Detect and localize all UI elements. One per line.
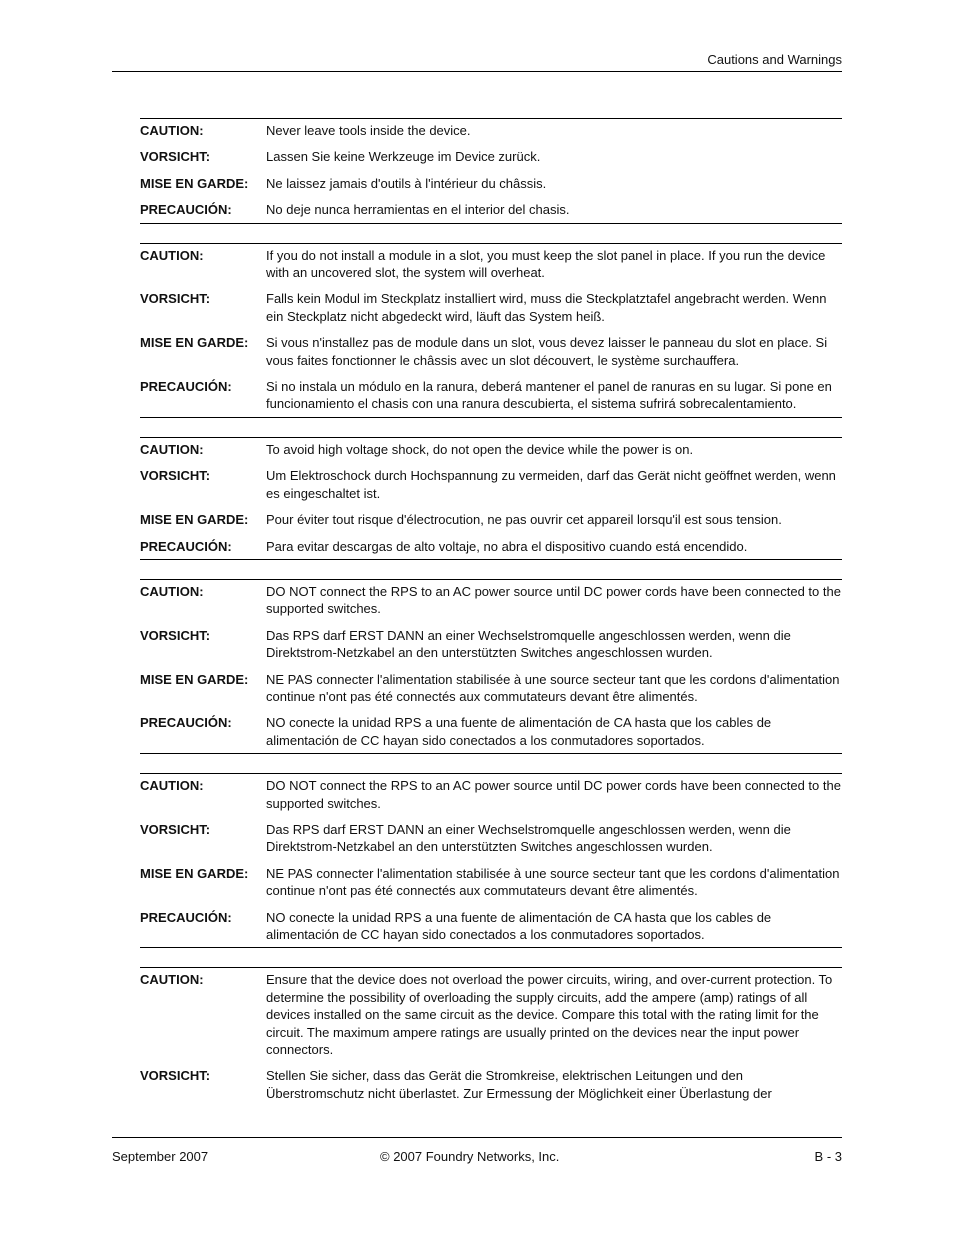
- caution-label: CAUTION:: [140, 247, 204, 263]
- caution-block: [140, 967, 842, 1106]
- footer-page-number: B - 3: [814, 1149, 842, 1164]
- caution-block: [140, 579, 842, 754]
- caution-label: MISE EN GARDE:: [140, 671, 249, 687]
- caution-block: [140, 773, 842, 948]
- caution-label: VORSICHT:: [140, 149, 211, 165]
- caution-text: NO conecte la unidad RPS a una fuente de alimentación de CA hasta que los cables de alimentación de CC hayan sido conectados a los conmutadores soportados.: [266, 715, 772, 748]
- caution-row: [140, 290, 842, 325]
- caution-text: Falls kein Modul im Steckplatz installiert wird, muss die Steckplatztafel angebracht werden. Wenn ein Steckplatz nicht abgedeckt wird, läuft das System heiß.: [266, 291, 827, 324]
- caution-label: VORSICHT:: [140, 468, 211, 484]
- caution-row: [140, 247, 842, 282]
- caution-text: Stellen Sie sicher, dass das Gerät die Stromkreise, elektrischen Leitungen und den Überstromschutz nicht überlastet. Zur Ermessung der Möglichkeit einer Überlastung der: [266, 1068, 772, 1101]
- caution-text: Si no instala un módulo en la ranura, deberá mantener el panel de ranuras en su lugar. Si pone en funcionamiento el chasis con una ranura descubierta, el sistema sufrirá sobrecalentamiento.: [266, 379, 832, 412]
- caution-text: DO NOT connect the RPS to an AC power source until DC power cords have been connected to the supported switches.: [266, 583, 841, 617]
- caution-label: CAUTION:: [140, 123, 204, 138]
- caution-text: DO NOT connect the RPS to an AC power source until DC power cords have been connected to the supported switches.: [266, 778, 841, 811]
- caution-label: CAUTION:: [140, 583, 204, 599]
- footer-date: September 2007: [112, 1149, 209, 1164]
- caution-text: Never leave tools inside the device.: [266, 123, 471, 138]
- caution-row: [140, 714, 842, 749]
- caution-row: [140, 821, 842, 856]
- caution-row: [140, 583, 842, 618]
- page-footer: [112, 1137, 842, 1164]
- caution-block: [140, 243, 842, 418]
- caution-text: NO conecte la unidad RPS a una fuente de alimentación de CA hasta que los cables de alimentación de CC hayan sido conectados a los conmutadores soportados.: [266, 909, 772, 942]
- caution-label: VORSICHT:: [140, 291, 211, 307]
- caution-row: [140, 627, 842, 662]
- caution-label: CAUTION:: [140, 441, 204, 457]
- cautions-content: [140, 118, 842, 1125]
- caution-label: VORSICHT:: [140, 627, 211, 643]
- caution-text: Para evitar descargas de alto voltaje, no abra el dispositivo cuando está encendido.: [266, 538, 748, 554]
- caution-label: VORSICHT:: [140, 821, 211, 837]
- caution-label: MISE EN GARDE:: [140, 175, 249, 191]
- caution-text: If you do not install a module in a slot, you must keep the slot panel in place. If you run the device with an uncovered slot, the system will overheat.: [266, 247, 826, 281]
- caution-label: MISE EN GARDE:: [140, 335, 249, 351]
- caution-row: [140, 971, 842, 1058]
- footer-copyright: © 2007 Foundry Networks, Inc.: [380, 1149, 560, 1164]
- caution-text: Ne laissez jamais d'outils à l'intérieur du châssis.: [266, 175, 547, 191]
- caution-label: PRECAUCIÓN:: [140, 379, 232, 395]
- caution-label: PRECAUCIÓN:: [140, 715, 232, 731]
- caution-block: [140, 118, 842, 224]
- caution-text: Lassen Sie keine Werkzeuge im Device zurück.: [266, 149, 541, 165]
- caution-row: [140, 122, 842, 139]
- caution-text: Si vous n'installez pas de module dans un slot, vous devez laisser le panneau du slot en place. Si vous faites fonctionner le châssis avec un slot découvert, le système surchauffera.: [266, 335, 828, 368]
- caution-row: [140, 909, 842, 944]
- caution-label: PRECAUCIÓN:: [140, 202, 232, 218]
- caution-row: [140, 1067, 842, 1102]
- caution-text: No deje nunca herramientas en el interior del chasis.: [266, 202, 570, 218]
- caution-text: Das RPS darf ERST DANN an einer Wechselstromquelle angeschlossen werden, wenn die Direktstrom-Netzkabel an den unterstützten Switches angeschlossen wurden.: [266, 627, 791, 661]
- caution-text: Pour éviter tout risque d'électrocution, ne pas ouvrir cet appareil lorsqu'il est sous tension.: [266, 512, 782, 528]
- caution-row: [140, 378, 842, 413]
- caution-row: [140, 467, 842, 502]
- caution-label: MISE EN GARDE:: [140, 512, 249, 528]
- page-header: [112, 50, 842, 72]
- caution-row: [140, 201, 842, 218]
- caution-text: To avoid high voltage shock, do not open the device while the power is on.: [266, 441, 694, 457]
- caution-row: [140, 441, 842, 458]
- caution-row: [140, 175, 842, 192]
- caution-row: [140, 865, 842, 900]
- caution-row: [140, 511, 842, 528]
- caution-text: NE PAS connecter l'alimentation stabilisée à une source secteur tant que les cordons d'alimentation continue n'ont pas été connectés aux commutateurs devant être alimentés.: [266, 865, 840, 899]
- caution-label: CAUTION:: [140, 972, 204, 988]
- caution-row: [140, 671, 842, 706]
- caution-label: VORSICHT:: [140, 1068, 211, 1084]
- caution-text: Ensure that the device does not overload the power circuits, wiring, and over-current protection. To determine the possibility of overloading the supply circuits, add the ampere (amp) ratings of all devices installed on the same circuit as the device. Compare this total with the rating limit for the circuit. The maximum ampere ratings are usually printed on the devices near the input power connectors.: [266, 972, 833, 1058]
- caution-label: PRECAUCIÓN:: [140, 538, 232, 554]
- caution-row: [140, 148, 842, 165]
- caution-block: [140, 437, 842, 560]
- caution-row: [140, 538, 842, 555]
- caution-row: [140, 777, 842, 812]
- caution-text: Das RPS darf ERST DANN an einer Wechselstromquelle angeschlossen werden, wenn die Direktstrom-Netzkabel an den unterstützten Switches angeschlossen wurden.: [266, 821, 791, 855]
- caution-text: Um Elektroschock durch Hochspannung zu vermeiden, darf das Gerät nicht geöffnet werden, wenn es eingeschaltet ist.: [266, 468, 836, 501]
- header-title: Cautions and Warnings: [707, 52, 842, 67]
- caution-label: MISE EN GARDE:: [140, 865, 249, 881]
- caution-label: CAUTION:: [140, 778, 204, 794]
- caution-row: [140, 334, 842, 369]
- caution-text: NE PAS connecter l'alimentation stabilisée à une source secteur tant que les cordons d'alimentation continue n'ont pas été connectés aux commutateurs devant être alimentés.: [266, 671, 840, 704]
- caution-label: PRECAUCIÓN:: [140, 909, 232, 925]
